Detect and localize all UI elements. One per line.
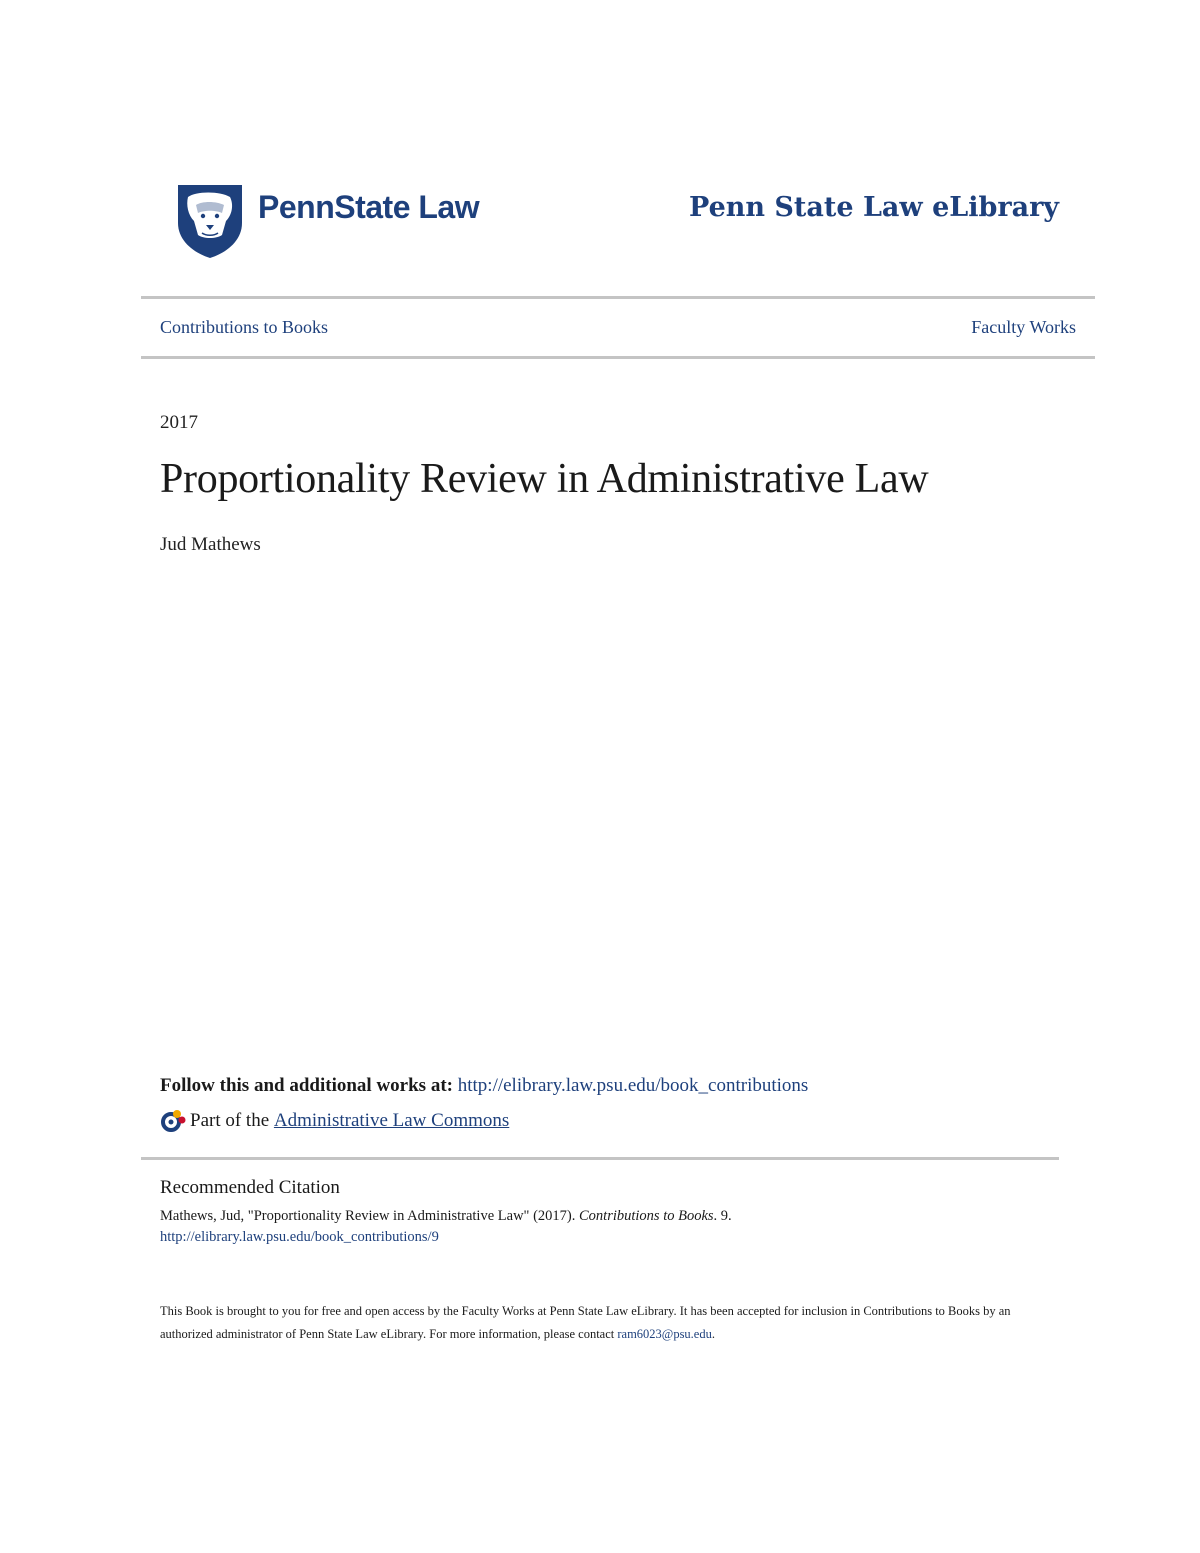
nittany-lion-shield-icon — [176, 183, 244, 259]
citation-divider — [141, 1157, 1059, 1160]
network-commons-icon — [160, 1108, 186, 1134]
notice-text: This Book is brought to you for free and open access by the Faculty Works at Penn State Law eLibrary. It has been accepted for inclusion in Contributions to Books by an authorized administrator of Penn State Law eLibrary. For more information, please contact — [160, 1304, 1011, 1341]
follow-label: Follow this and additional works at: — [160, 1075, 453, 1096]
top-divider — [141, 296, 1095, 299]
citation-main: Mathews, Jud, "Proportionality Review in Administrative Law" (2017). — [160, 1208, 576, 1224]
logo-wordmark: PennState Law — [258, 189, 480, 225]
citation-number: . 9. — [713, 1208, 732, 1224]
follow-line — [160, 1075, 808, 1097]
access-notice — [160, 1300, 1040, 1346]
publication-year: 2017 — [160, 412, 198, 433]
part-of-prefix: Part of the — [190, 1110, 270, 1131]
document-title: Proportionality Review in Administrative Law — [160, 456, 929, 502]
recommended-citation-heading: Recommended Citation — [160, 1177, 340, 1198]
nav-divider — [141, 356, 1095, 359]
contributions-to-books-link[interactable]: Contributions to Books — [160, 317, 329, 337]
faculty-works-link[interactable]: Faculty Works — [971, 317, 1076, 337]
library-name: Penn State Law eLibrary — [689, 192, 1059, 223]
citation-series: Contributions to Books — [579, 1208, 714, 1224]
part-of-line — [160, 1108, 509, 1134]
contact-email-link[interactable]: ram6023@psu.edu — [617, 1327, 712, 1341]
citation-url-link[interactable]: http://elibrary.law.psu.edu/book_contributions/9 — [160, 1229, 439, 1245]
citation-text — [160, 1208, 732, 1225]
penn-state-law-logo — [176, 183, 506, 259]
notice-end: . — [711, 1327, 715, 1341]
author-name: Jud Mathews — [160, 534, 261, 555]
collection-url-link[interactable]: http://elibrary.law.psu.edu/book_contributions — [457, 1075, 809, 1096]
administrative-law-commons-link[interactable]: Administrative Law Commons — [273, 1110, 510, 1131]
